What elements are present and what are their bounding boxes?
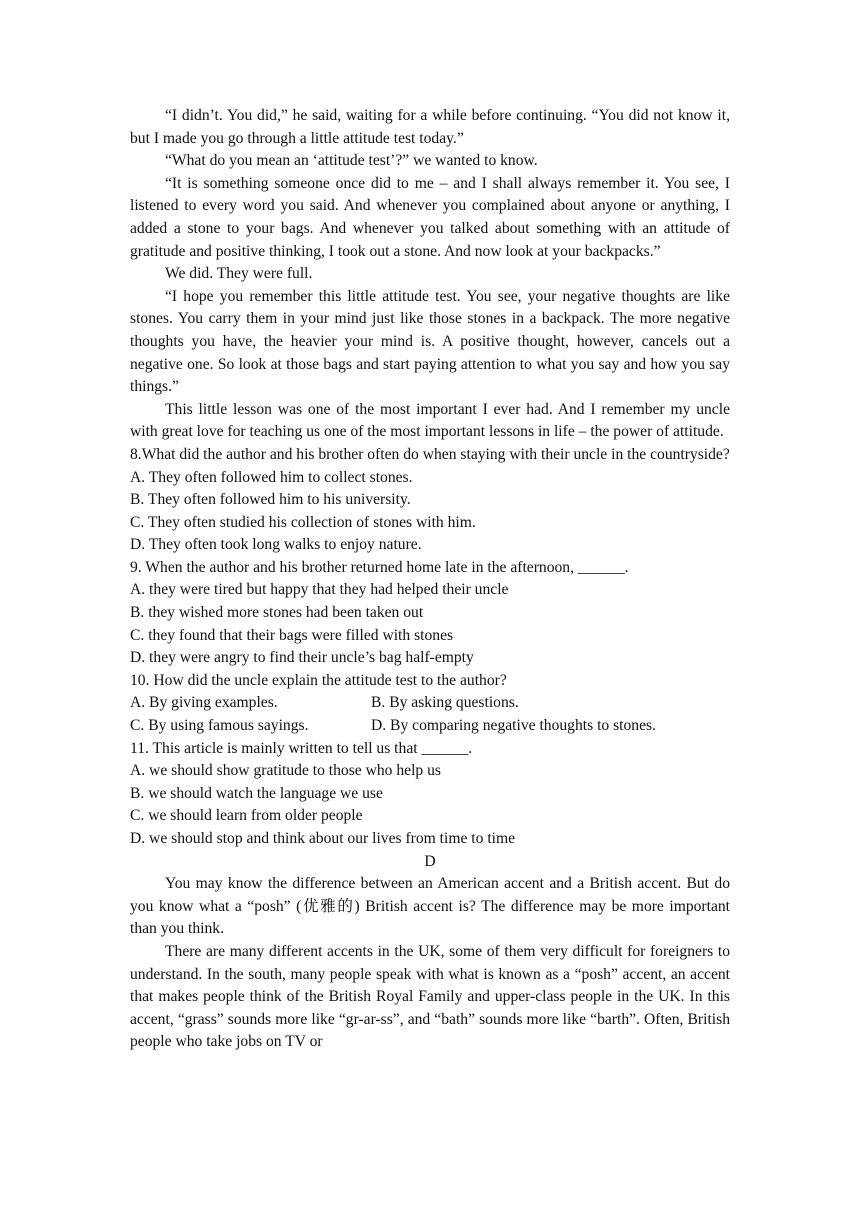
passage-paragraph: “What do you mean an ‘attitude test’?” we wanted to know. bbox=[165, 152, 538, 170]
passage-paragraph: We did. They were full. bbox=[165, 265, 313, 283]
option-c: C. By using famous sayings. bbox=[130, 717, 309, 735]
question-8 bbox=[130, 444, 730, 557]
option-a: A. They often followed him to collect stones. bbox=[130, 468, 413, 486]
option-d: D. they were angry to find their uncle’s bag half-empty bbox=[130, 649, 474, 667]
question-9 bbox=[130, 557, 730, 670]
passage-paragraph: “It is something someone once did to me – and I shall always remember it. You see, I listened to every word you said. And whenever you complained about anyone or anything, I added a stone to your bags. And whenever you talked about something with an attitude of gratitude and positive thinking, I took out a stone. And now look at your backpacks.” bbox=[130, 174, 730, 260]
passage-paragraph: “I hope you remember this little attitude test. You see, your negative thoughts are like stones. You carry them in your mind just like those stones in a backpack. The more negative thoughts you have, the heavier your mind is. A positive thought, however, cancels out a negative one. So look at those bags and start paying attention to what you say and how you say things.” bbox=[130, 287, 730, 396]
question-11 bbox=[130, 738, 730, 851]
question-stem: 8.What did the author and his brother often do when staying with their uncle in the countryside? bbox=[130, 445, 730, 463]
option-b: B. They often followed him to his university. bbox=[130, 491, 411, 509]
option-row bbox=[130, 692, 730, 715]
option-a: A. By giving examples. bbox=[130, 694, 278, 712]
option-b: B. they wished more stones had been taken out bbox=[130, 604, 424, 622]
passage-paragraph: There are many different accents in the UK, some of them very difficult for foreigners to understand. In the south, many people speak with what is known as a “posh” accent, an accent that makes people think of the British Royal Family and upper-class people in the UK. In this accent, “grass” sounds more like “gr-ar-ss”, and “bath” sounds more like “barth”. Often, British people who take jobs on TV or bbox=[130, 942, 730, 1051]
question-stem: 11. This article is mainly written to tell us that ______. bbox=[130, 739, 473, 757]
option-c: C. they found that their bags were filled with stones bbox=[130, 626, 454, 644]
passage-paragraph: “I didn’t. You did,” he said, waiting for a while before continuing. “You did not know it, but I made you go through a little attitude test today.” bbox=[130, 107, 730, 147]
option-b: B. we should watch the language we use bbox=[130, 784, 383, 802]
option-row bbox=[130, 715, 730, 738]
option-d: D. we should stop and think about our lives from time to time bbox=[130, 830, 516, 847]
question-stem: 10. How did the uncle explain the attitude test to the author? bbox=[130, 671, 507, 689]
question-10 bbox=[130, 670, 730, 738]
question-stem: 9. When the author and his brother returned home late in the afternoon, ______. bbox=[130, 558, 629, 576]
passage-paragraph: You may know the difference between an American accent and a British accent. But do you know what a “posh” (优雅的) British accent is? The difference may be more important than you think. bbox=[130, 875, 730, 938]
section-heading: D bbox=[424, 852, 436, 870]
passage-paragraph: This little lesson was one of the most important I ever had. And I remember my uncle with great love for teaching us one of the most important lessons in life – the power of attitude. bbox=[130, 400, 730, 441]
option-a: A. we should show gratitude to those who help us bbox=[130, 762, 441, 780]
option-b: B. By asking questions. bbox=[371, 694, 519, 712]
option-c: C. we should learn from older people bbox=[130, 807, 363, 825]
option-a: A. they were tired but happy that they had helped their uncle bbox=[130, 581, 509, 599]
option-c: C. They often studied his collection of stones with him. bbox=[130, 513, 476, 531]
document-page bbox=[130, 105, 730, 1054]
option-d: D. They often took long walks to enjoy nature. bbox=[130, 536, 422, 554]
option-d: D. By comparing negative thoughts to stones. bbox=[371, 717, 656, 735]
